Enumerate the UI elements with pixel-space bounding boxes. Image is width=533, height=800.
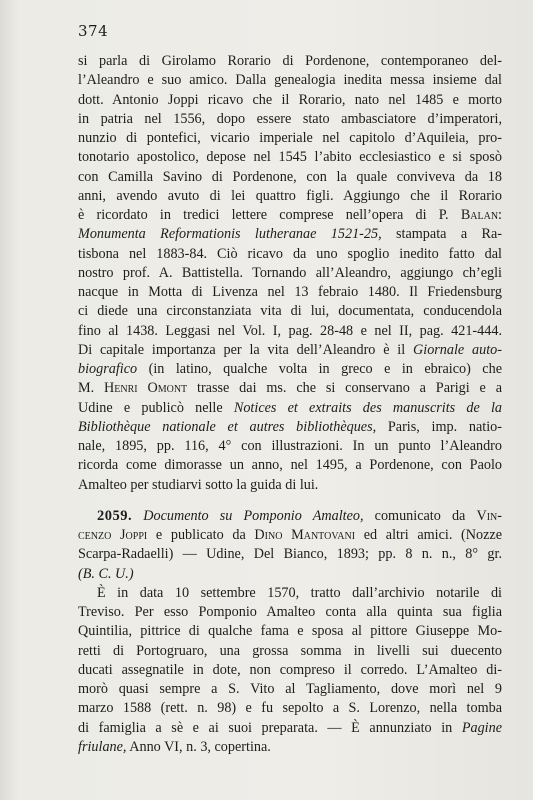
text-line: in patria nel 1556, dopo essere stato ambasciatore d’imperatori, [78, 110, 502, 127]
text-line [78, 399, 502, 418]
text-line: nale, 1895, pp. 116, 4° con illustrazioni. In un punto l’Aleandro [78, 438, 502, 454]
paragraph-amalteo [78, 584, 502, 757]
text-line [78, 225, 502, 244]
text-segment: M. [78, 380, 105, 397]
author-name: cenzo Joppi [78, 527, 148, 543]
text-segment: stampata a Ra- [381, 226, 502, 243]
paragraph-rorario [78, 52, 502, 495]
text-line: si parla di Girolamo Rorario di Pordenone, contemporaneo del- [78, 53, 502, 69]
book-title: biografico [78, 361, 138, 377]
text-line [78, 360, 502, 379]
text-segment: (in latino, qualche volta in greco e in ebraico) che [137, 361, 502, 377]
text-line [78, 719, 502, 738]
text-line [78, 738, 502, 757]
author-name: Balan: [460, 207, 502, 223]
text-line: nostro prof. A. Battistella. Tornando all’Aleandro, aggiungo ch’egli [78, 264, 502, 281]
text-line: l’Aleandro e suo amico. Dalla genealogia inedita messa insieme dal [78, 72, 502, 89]
text-segment: di famiglia a sè e ai suoi preparata. — È annunziato in [78, 719, 462, 736]
text-line [78, 341, 502, 360]
bibliography-entry [78, 507, 502, 584]
book-title: Giornale auto- [413, 341, 502, 358]
text-line [78, 418, 502, 437]
library-siglum: (B. C. U.) [78, 565, 134, 582]
text-line: È in data 10 settembre 1570, tratto dall’archivio notarile di [97, 584, 502, 601]
text-line: Treviso. Per esso Pomponio Amalteo conta alla quinta sua figlia [78, 604, 502, 620]
text-line: fino al 1438. Leggasi nel Vol. I, pag. 28-48 e nel II, pag. 421-444. [78, 322, 502, 339]
text-line: con Camilla Savino di Pordenone, con la quale conviveva da 18 [78, 168, 502, 185]
text-line: retti di Portogruaro, una grossa somma in livelli sui duecento [78, 642, 502, 659]
text-segment: Di capitale importanza per la vita dell’Aleandro è il [78, 341, 413, 358]
text-line: anni, avendo avuto di lei quattro figli. Aggiungo che il Rorario [78, 187, 502, 204]
text-line [78, 526, 502, 545]
spacer [78, 495, 502, 507]
text-segment: e publicato da [147, 527, 255, 543]
journal-title: Pagine [461, 719, 502, 736]
author-name: Henri Omont [104, 380, 188, 397]
text-line: tisbona nel 1883-84. Ciò ricavo da uno spoglio inedito fatto dal [78, 245, 502, 262]
text-segment: Udine e publicò nelle [78, 399, 234, 416]
text-segment: ed altri amici. (Nozze [355, 527, 503, 543]
entry-number: 2059. [97, 507, 133, 524]
text-line: ci diede una circonstanziata vita di lui, documentata, conducendola [78, 303, 502, 320]
page-text [78, 52, 502, 757]
text-segment: Anno VI, n. 3, copertina. [126, 738, 271, 755]
journal-title: friulane, [78, 738, 127, 755]
text-line: nacque in Motta di Livenza nel 13 febraio 1480. Il Friedensburg [78, 284, 502, 300]
text-line: morò quasi sempre a S. Vito al Tagliamento, dove morì nel 9 [78, 681, 502, 697]
book-title: Monumenta Reformationis lutheranae 1521-25, [78, 226, 382, 243]
text-line: Scarpa-Radaelli) — Udine, Del Bianco, 1893; pp. 8 n. n., 8° gr. [78, 546, 502, 563]
text-line [78, 206, 502, 225]
text-line: Quintilia, pittrice di qualche fama e sposa al pittore Giuseppe Mo- [78, 623, 502, 640]
text-line: ricorda come dimorasse un anno, nel 1495, a Pordenone, con Paolo [78, 457, 502, 474]
book-title: Notices et extraits des manuscrits de la [233, 399, 502, 416]
author-name: Vin- [476, 507, 503, 524]
text-line: tonotario apostolico, depose nel 1545 l’abito ecclesiastico e si sposò [78, 149, 502, 166]
text-line: nunzio di pontefici, vicario imperiale nel capitolo d’Aquileia, pro- [78, 130, 502, 146]
text-segment: trasse dai ms. che si conservano a Parigi e a [187, 380, 503, 397]
text-line: marzo 1588 (rett. n. 98) e fu sepolto a S. Lorenzo, nella tomba [78, 700, 502, 717]
text-line: dott. Antonio Joppi ricavo che il Rorario, nato nel 1485 e morto [78, 91, 502, 108]
text-segment: comunicato da [363, 507, 477, 524]
text-segment: è ricordato in tredici lettere comprese nell’opera di P. [78, 207, 461, 223]
text-line: ducati assegnatile in dote, non compreso il corredo. L’Amalteo di- [78, 661, 502, 678]
entry-title: Documento su Pomponio Amalteo, [143, 507, 364, 524]
text-line: Amalteo per studiarvi sotto la guida di lui. [78, 476, 319, 493]
page-number: 374 [78, 22, 109, 40]
text-segment: Paris, imp. natio- [376, 418, 502, 435]
text-line [78, 379, 502, 398]
entry-heading-line [78, 507, 502, 526]
author-name: Dino Mantovani [254, 527, 356, 543]
book-title: Bibliothèque nationale et autres bibliothèques, [78, 418, 377, 435]
